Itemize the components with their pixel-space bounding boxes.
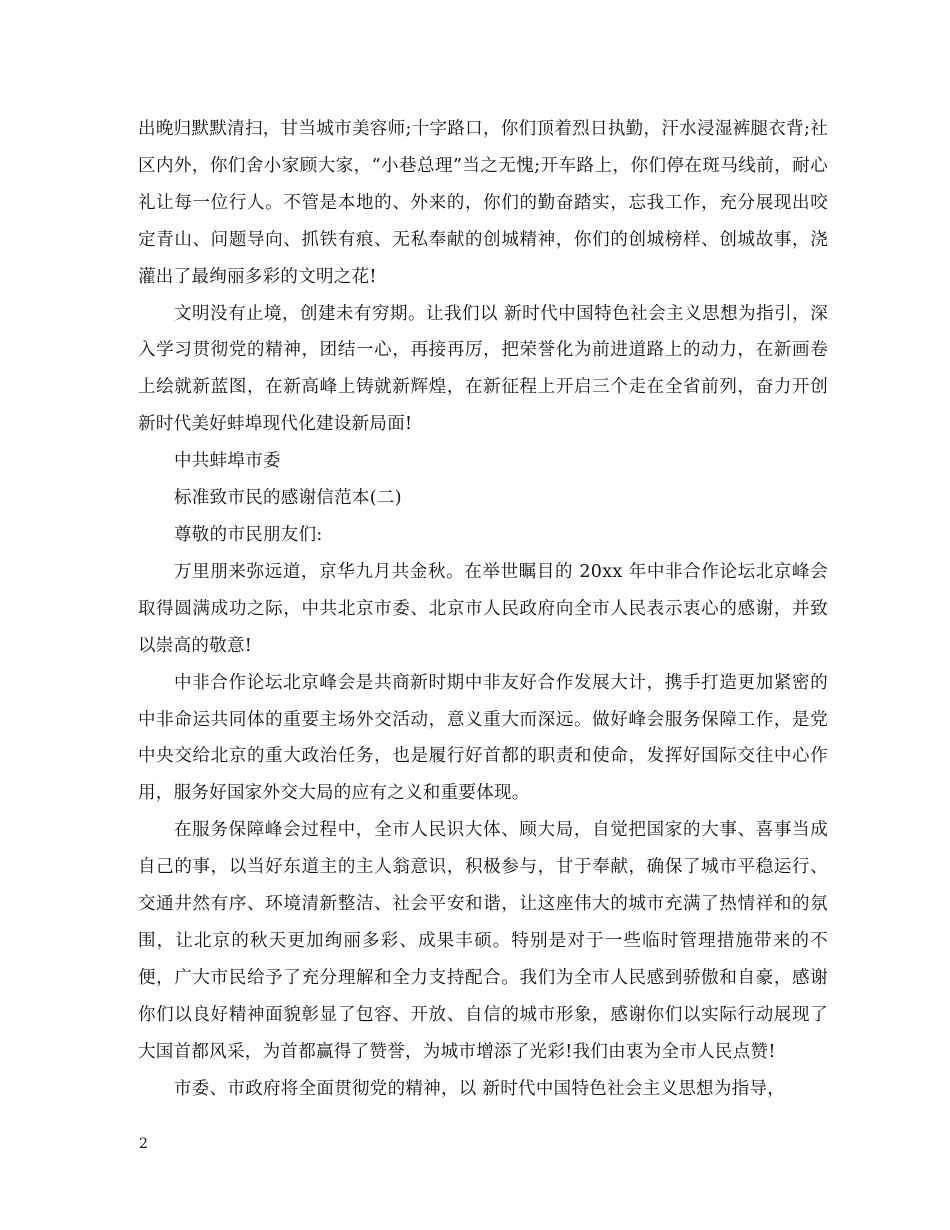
paragraph-4: 中非合作论坛北京峰会是共商新时期中非友好合作发展大计，携手打造更加紧密的中非命运共同体的重要主场外交活动，意义重大而深远。做好峰会服务保障工作，是党中央交给北京的重大政治任务，也是履行好首都的职责和使命，发挥好国际交往中心作用，服务好国家外交大局的应有之义和重要体现。 bbox=[138, 672, 828, 804]
paragraph-1: 出晚归默默清扫，甘当城市美容师;十字路口，你们顶着烈日执勤，汗水浸湿裤腿衣背;社区内外，你们舍小家顾大家，“小巷总理”当之无愧;开车路上，你们停在斑马线前，耐心礼让每一位行人。不管是本地的、外来的，你们的勤奋踏实，忘我工作，充分展现出咬定青山、问题导向、抓铁有痕、无私奉献的创城精神，你们的创城榜样、创城故事，浇灌出了最绚丽多彩的文明之花! bbox=[138, 119, 828, 287]
page-number: 2 bbox=[139, 1136, 148, 1152]
paragraph-6: 市委、市政府将全面贯彻党的精神，以 新时代中国特色社会主义思想为指导， bbox=[174, 1078, 786, 1099]
paragraph-2: 文明没有止境，创建未有穷期。让我们以 新时代中国特色社会主义思想为指引，深入学习贯彻党的精神，团结一心，再接再厉，把荣誉化为前进道路上的动力，在新画卷上绘就新蓝图，在新高峰上铸就新辉煌，在新征程上开启三个走在全省前列，奋力开创新时代美好蚌埠现代化建设新局面! bbox=[138, 303, 828, 435]
salutation: 尊敬的市民朋友们: bbox=[174, 524, 323, 545]
paragraph-3: 万里朋来弥远道，京华九月共金秋。在举世瞩目的 20xx 年中非合作论坛北京峰会取得圆满成功之际，中共北京市委、北京市人民政府向全市人民表示衷心的感谢，并致以崇高的敬意! bbox=[138, 561, 828, 656]
section-title: 标准致市民的感谢信范本(二) bbox=[174, 488, 402, 509]
document-body bbox=[138, 111, 828, 1107]
signature-line: 中共蚌埠市委 bbox=[174, 451, 281, 472]
paragraph-5: 在服务保障峰会过程中，全市人民识大体、顾大局，自觉把国家的大事、喜事当成自己的事，以当好东道主的主人翁意识，积极参与，甘于奉献，确保了城市平稳运行、交通井然有序、环境清新整洁、社会平安和谐，让这座伟大的城市充满了热情祥和的氛围，让北京的秋天更加绚丽多彩、成果丰硕。特别是对于一些临时管理措施带来的不便，广大市民给予了充分理解和全力支持配合。我们为全市人民感到骄傲和自豪，感谢你们以良好精神面貌彰显了包容、开放、自信的城市形象，感谢你们以实际行动展现了大国首都风采，为首都赢得了赞誉，为城市增添了光彩!我们由衷为全市人民点赞! bbox=[138, 820, 828, 1062]
